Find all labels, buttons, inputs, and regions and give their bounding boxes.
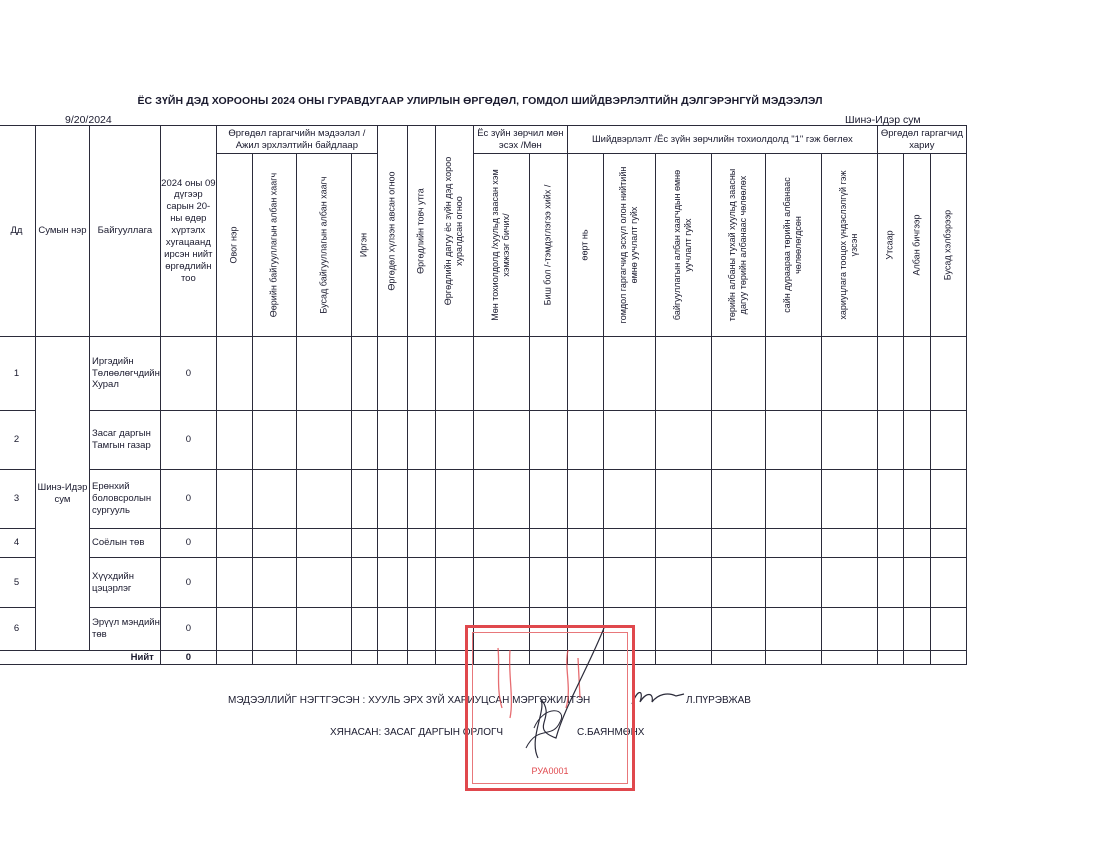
empty-cell: [529, 529, 567, 558]
empty-cell: [216, 558, 252, 608]
header-phone: Утсаар: [877, 154, 903, 337]
report-place: Шинэ-Идэр сум: [845, 114, 921, 126]
row-count: 0: [160, 411, 216, 470]
header-other-form: Бусад хэлбэрээр: [930, 154, 966, 337]
empty-cell: [377, 558, 407, 608]
row-org: Хүүхдийн цэцэрлэг: [90, 558, 161, 608]
table-row: [0, 337, 966, 411]
empty-cell: [877, 337, 903, 411]
empty-cell: [711, 470, 765, 529]
header-himself: өөрт нь: [567, 154, 603, 337]
empty-cell: [821, 337, 877, 411]
empty-cell: [877, 470, 903, 529]
empty-cell: [377, 337, 407, 411]
empty-cell: [252, 337, 296, 411]
report-date: 9/20/2024: [65, 114, 112, 126]
empty-cell: [529, 337, 567, 411]
row-number: 5: [0, 558, 36, 608]
empty-cell: [711, 411, 765, 470]
empty-cell: [930, 558, 966, 608]
empty-cell: [407, 558, 435, 608]
table-row: [0, 411, 966, 470]
header-group-violation: Ёс зүйн зөрчил мөн эсэх /Мөн: [473, 126, 567, 154]
header-not-violation: Биш бол /-тэмдэглэгээ хийх /: [529, 154, 567, 337]
row-count: 0: [160, 529, 216, 558]
official-stamp: [465, 625, 635, 791]
header-own-official: Өөрийн байгууллагын албан хаагч: [252, 154, 296, 337]
empty-cell: [765, 558, 821, 608]
row-number: 3: [0, 470, 36, 529]
empty-cell: [930, 337, 966, 411]
empty-cell: [377, 529, 407, 558]
empty-cell: [711, 529, 765, 558]
empty-cell: [877, 411, 903, 470]
report-title: ЁС ЗҮЙН ДЭД ХОРООНЫ 2024 ОНЫ ГУРАВДУГААР УЛИРЛЫН ӨРГӨДӨЛ, ГОМДОЛ ШИЙДВЭРЛЭЛТИЙН ДЭЛГЭРЭНГҮЙ МЭДЭЭЛЭЛ: [137, 95, 823, 107]
header-org: Байгууллага: [90, 126, 161, 337]
empty-cell: [711, 337, 765, 411]
empty-cell: [603, 411, 655, 470]
empty-cell: [567, 529, 603, 558]
empty-cell: [903, 411, 930, 470]
empty-cell: [567, 411, 603, 470]
empty-cell: [407, 411, 435, 470]
empty-cell: [765, 337, 821, 411]
row-count: 0: [160, 337, 216, 411]
empty-cell: [711, 558, 765, 608]
row-count: 0: [160, 470, 216, 529]
empty-cell: [821, 608, 877, 651]
empty-cell: [655, 470, 711, 529]
table-row: [0, 470, 966, 529]
empty-cell: [903, 470, 930, 529]
header-citizen: Иргэн: [351, 154, 377, 337]
empty-cell: [930, 411, 966, 470]
empty-cell: [296, 411, 351, 470]
empty-cell: [655, 529, 711, 558]
header-no-grounds: хариуцлага тооцох үндэслэлгүй гэж үзсэн: [821, 154, 877, 337]
empty-cell: [603, 558, 655, 608]
empty-cell: [377, 470, 407, 529]
row-count: 0: [160, 558, 216, 608]
empty-cell: [252, 558, 296, 608]
empty-cell: [351, 558, 377, 608]
header-group-reply: Өргөдөл гаргагчид хариу: [877, 126, 966, 154]
empty-cell: [567, 470, 603, 529]
row-number: 6: [0, 608, 36, 651]
signature-name-compiler: Л.ПҮРЭВЖАВ: [686, 695, 751, 706]
header-surname: Овог нэр: [216, 154, 252, 337]
empty-cell: [529, 470, 567, 529]
table-row: [0, 529, 966, 558]
sum-name-cell: Шинэ-Идэр сум: [36, 337, 90, 651]
empty-cell: [351, 470, 377, 529]
empty-cell: [296, 470, 351, 529]
empty-cell: [435, 558, 473, 608]
row-org: Соёлын төв: [90, 529, 161, 558]
empty-cell: [216, 608, 252, 651]
empty-cell: [252, 470, 296, 529]
stamp-signature-scribble: [468, 628, 632, 788]
empty-cell: [821, 529, 877, 558]
empty-cell: [903, 529, 930, 558]
empty-cell: [473, 558, 529, 608]
row-number: 2: [0, 411, 36, 470]
header-before-staff: байгууллагын албан хаагчдын өмнө уучлалт гуйх: [655, 154, 711, 337]
empty-cell: [473, 337, 529, 411]
header-summary: Өргөдлийн товч утга: [407, 126, 435, 337]
empty-cell: [930, 529, 966, 558]
row-count: 0: [160, 608, 216, 651]
empty-cell: [603, 337, 655, 411]
signature-mark-compiler: [628, 686, 688, 710]
table-row: [0, 558, 966, 608]
row-org: Эрүүл мэндийн төв: [90, 608, 161, 651]
empty-cell: [655, 558, 711, 608]
empty-cell: [296, 558, 351, 608]
empty-cell: [435, 470, 473, 529]
row-number: 1: [0, 337, 36, 411]
empty-cell: [216, 529, 252, 558]
row-org: Ерөнхий боловсролын сургууль: [90, 470, 161, 529]
row-org: Засаг даргын Тамгын газар: [90, 411, 161, 470]
empty-cell: [765, 411, 821, 470]
empty-cell: [655, 608, 711, 651]
empty-cell: [296, 608, 351, 651]
empty-cell: [351, 337, 377, 411]
header-total-received: 2024 оны 09 дүгээр сарын 20-ны өдөр хүртэлх хугацаанд ирсэн нийт өргөдлийн тоо: [160, 126, 216, 337]
empty-cell: [252, 529, 296, 558]
empty-cell: [473, 470, 529, 529]
empty-cell: [821, 558, 877, 608]
report-table: [0, 125, 967, 665]
header-other-official: Бусад байгууллагын албан хаагч: [296, 154, 351, 337]
empty-cell: [821, 411, 877, 470]
empty-cell: [252, 608, 296, 651]
header-date-received: Өргөдөл хүлээн авсан огноо: [377, 126, 407, 337]
empty-cell: [216, 337, 252, 411]
empty-cell: [903, 558, 930, 608]
empty-cell: [603, 470, 655, 529]
empty-cell: [407, 608, 435, 651]
empty-cell: [435, 529, 473, 558]
empty-cell: [877, 529, 903, 558]
empty-cell: [903, 337, 930, 411]
empty-cell: [473, 411, 529, 470]
empty-cell: [529, 558, 567, 608]
total-label: Нийт: [0, 651, 160, 665]
header-group-petitioner: Өргөдөл гаргагчийн мэдээлэл /Ажил эрхлэлтийн байдлаар: [216, 126, 377, 154]
empty-cell: [903, 608, 930, 651]
empty-cell: [351, 411, 377, 470]
row-number: 4: [0, 529, 36, 558]
header-voluntary: сайн дураараа төрийн албанаас чөлөөлөгдсөн: [765, 154, 821, 337]
empty-cell: [529, 411, 567, 470]
empty-cell: [407, 529, 435, 558]
header-forward-state: төрийн албаны тухай хуульд заасны дагуу төрийн албанаас чөлөөлөх: [711, 154, 765, 337]
empty-cell: [655, 337, 711, 411]
empty-cell: [930, 608, 966, 651]
empty-cell: [567, 337, 603, 411]
header-is-violation: Мөн тохиолдолд /хуульд заасан хэм хэмжээг бичих/: [473, 154, 529, 337]
empty-cell: [711, 608, 765, 651]
empty-cell: [603, 529, 655, 558]
empty-cell: [296, 337, 351, 411]
signature-line-compiler: МЭДЭЭЛЛИЙГ НЭГТГЭСЭН : ХУУЛЬ ЭРХ ЗҮЙ ХАРИУЦСАН МЭРГЭЖИЛТЭН: [228, 695, 591, 706]
empty-cell: [435, 337, 473, 411]
empty-cell: [216, 411, 252, 470]
header-group-resolution: Шийдвэрлэлт /Ёс зүйн зөрчлийн тохиолдолд "1" гэж бөглөх: [567, 126, 877, 154]
row-org: Иргэдийн Төлөөлөгчдийн Хурал: [90, 337, 161, 411]
header-date-committee: Өргөдлийн дагуу ёс зүйн дэд хороо хуралдсан огноо: [435, 126, 473, 337]
empty-cell: [435, 411, 473, 470]
empty-cell: [765, 470, 821, 529]
empty-cell: [252, 411, 296, 470]
header-sum-name: Сумын нэр: [36, 126, 90, 337]
header-dd: Дд: [0, 126, 36, 337]
empty-cell: [377, 608, 407, 651]
signature-line-reviewer: ХЯНАСАН: ЗАСАГ ДАРГЫН ОРЛОГЧ: [330, 727, 504, 738]
empty-cell: [351, 608, 377, 651]
stamp-code: РУА0001: [531, 766, 569, 776]
empty-cell: [407, 337, 435, 411]
signature-name-reviewer: С.БАЯНМӨНХ: [577, 727, 645, 738]
empty-cell: [765, 529, 821, 558]
empty-cell: [655, 411, 711, 470]
empty-cell: [877, 608, 903, 651]
empty-cell: [351, 529, 377, 558]
empty-cell: [930, 470, 966, 529]
empty-cell: [765, 608, 821, 651]
empty-cell: [567, 558, 603, 608]
header-letter: Албан бичгээр: [903, 154, 930, 337]
empty-cell: [877, 558, 903, 608]
empty-cell: [216, 470, 252, 529]
header-before-petitioner: гомдол гаргагчид эсхүл олон нийтийн өмнө уучлалт гуйх: [603, 154, 655, 337]
empty-cell: [821, 470, 877, 529]
empty-cell: [473, 529, 529, 558]
empty-cell: [407, 470, 435, 529]
empty-cell: [296, 529, 351, 558]
empty-cell: [377, 411, 407, 470]
total-count: 0: [160, 651, 216, 665]
